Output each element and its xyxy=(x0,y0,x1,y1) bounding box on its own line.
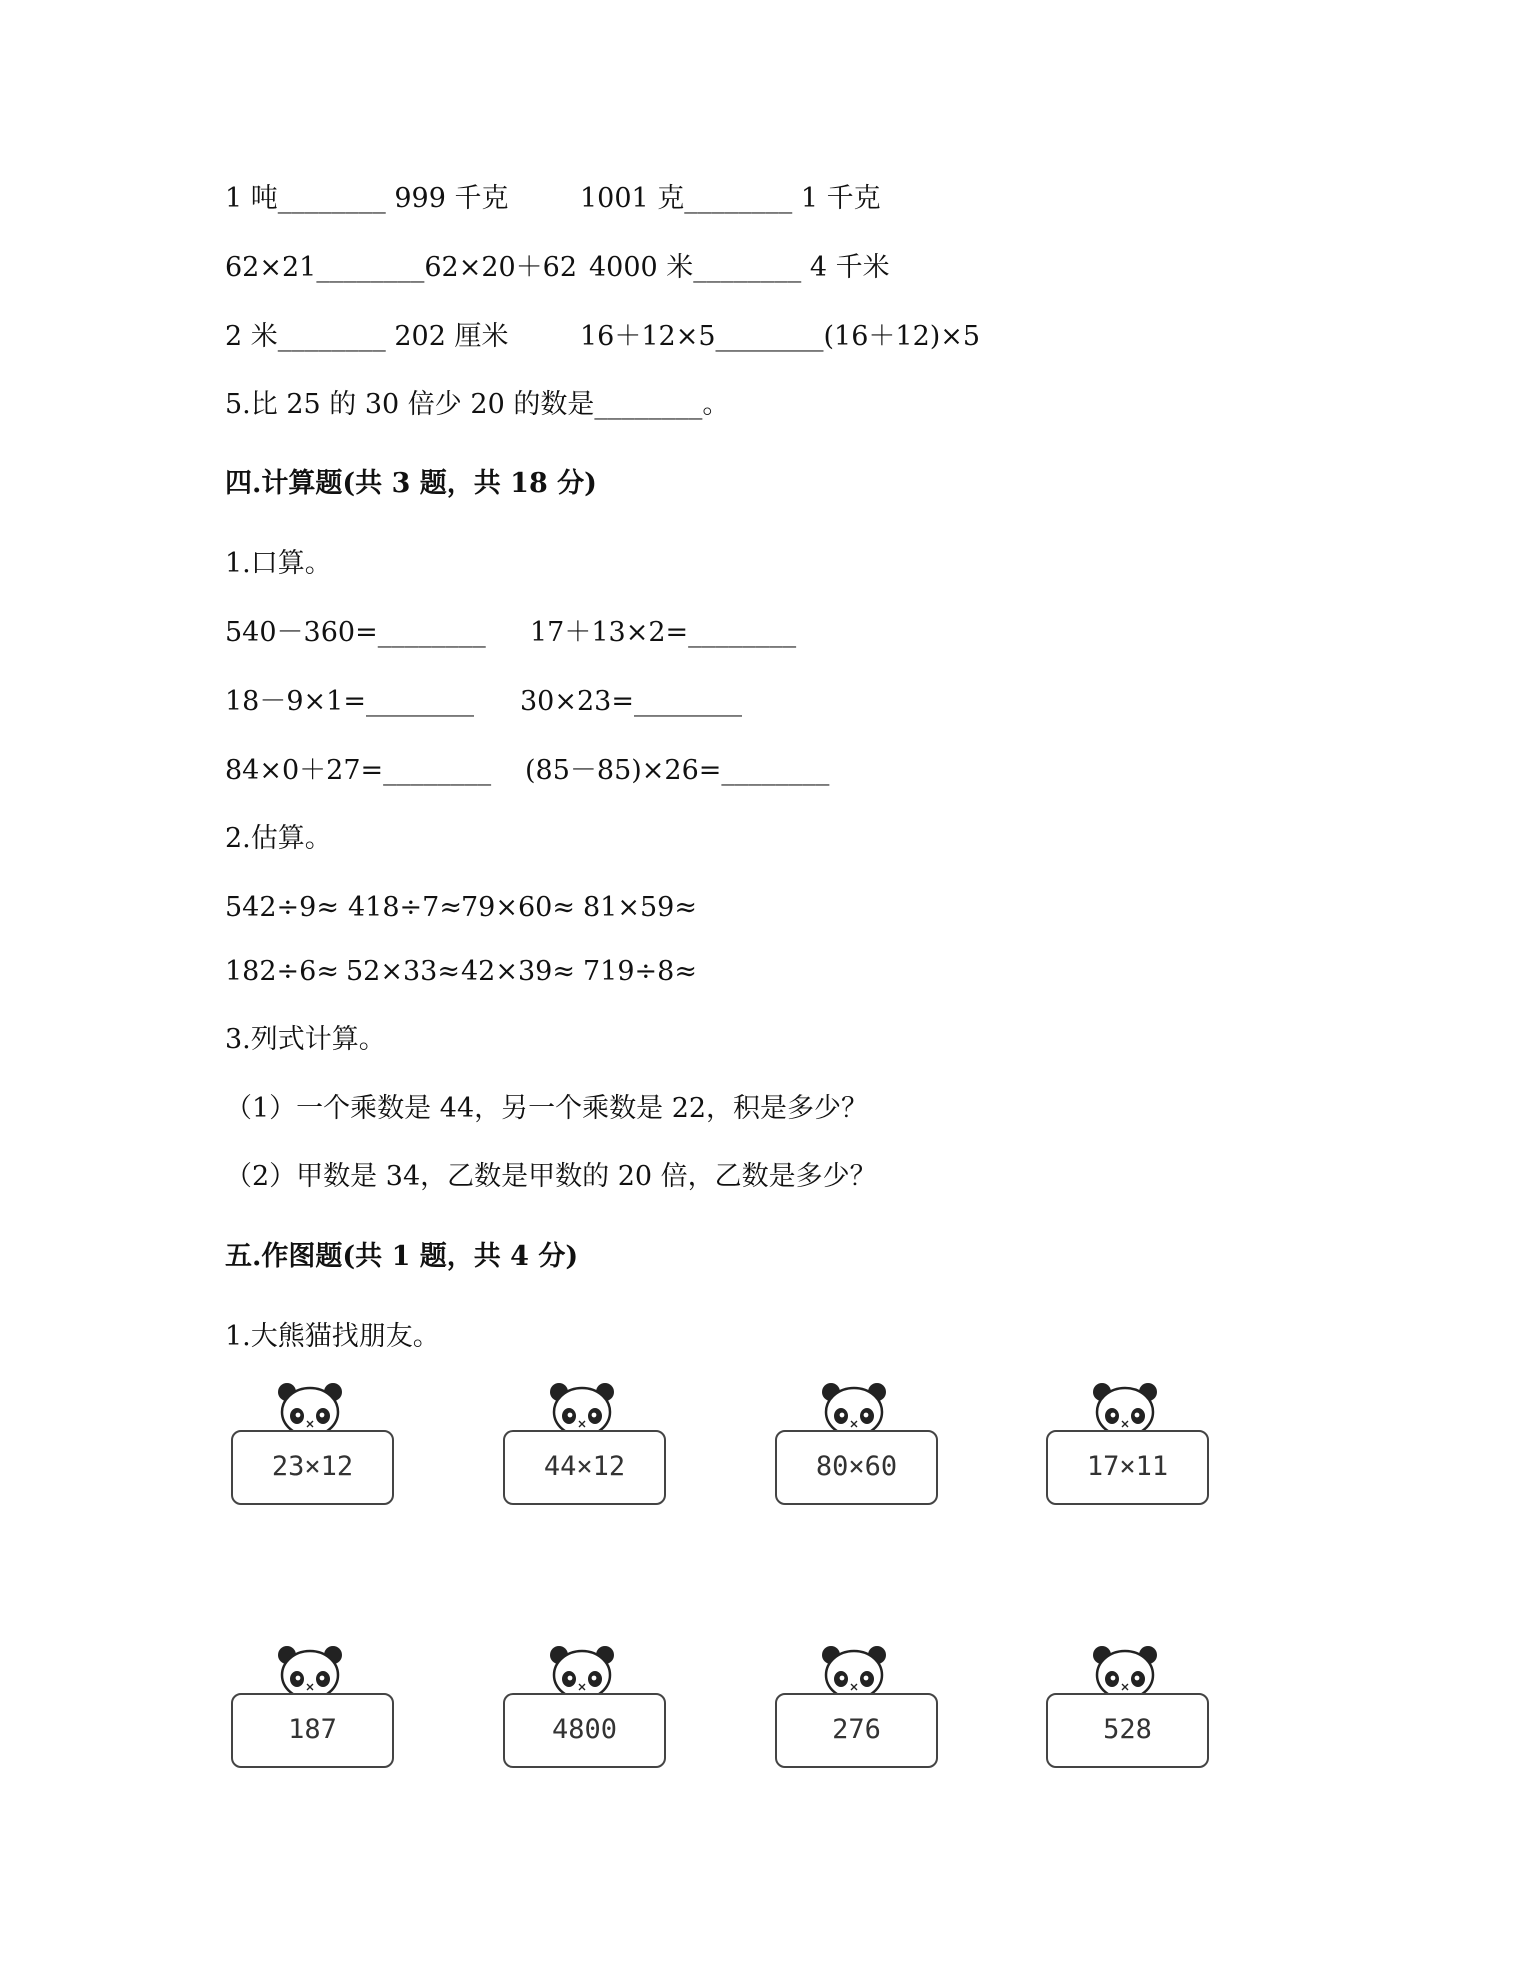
card-box xyxy=(775,1430,938,1505)
panda-card-bottom-3[interactable] xyxy=(775,1643,943,1773)
panda-card-top-3[interactable] xyxy=(775,1380,943,1510)
panda-card-top-4[interactable] xyxy=(1046,1380,1214,1510)
panda-card-top-1[interactable] xyxy=(231,1380,399,1510)
compare-item: 62×21________62×20＋62 xyxy=(225,252,578,283)
estimate-item: 52×33≈ xyxy=(346,956,460,987)
card-label: 17×11 xyxy=(1086,1451,1169,1482)
card-label: 276 xyxy=(832,1714,881,1745)
panda-card-bottom-2[interactable] xyxy=(503,1643,671,1773)
card-box xyxy=(1046,1430,1209,1505)
card-box xyxy=(231,1693,394,1768)
estimate-item: 418÷7≈ xyxy=(348,892,462,923)
compare-item: 1001 克________ 1 千克 xyxy=(580,183,881,214)
card-label: 44×12 xyxy=(543,1451,626,1482)
mental-math-item: (85－85)×26=________ xyxy=(525,755,830,786)
mental-math-item: 17＋13×2=________ xyxy=(530,617,797,648)
card-box xyxy=(1046,1693,1209,1768)
section-4-title: 四.计算题(共 3 题，共 18 分) xyxy=(225,468,597,499)
estimate-item: 81×59≈ xyxy=(583,892,697,923)
card-label: 4800 xyxy=(551,1714,618,1745)
estimate-item: 542÷9≈ xyxy=(225,892,339,923)
mental-math-item: 18－9×1=________ xyxy=(225,686,474,717)
section-5-title: 五.作图题(共 1 题，共 4 分) xyxy=(225,1241,579,1272)
estimate-item: 719÷8≈ xyxy=(583,956,697,987)
mental-math-item: 540－360=________ xyxy=(225,617,486,648)
panda-card-bottom-1[interactable] xyxy=(231,1643,399,1773)
compare-item: 2 米________ 202 厘米 xyxy=(225,321,509,352)
card-box xyxy=(503,1693,666,1768)
panda-card-bottom-4[interactable] xyxy=(1046,1643,1214,1773)
card-label: 80×60 xyxy=(815,1451,898,1482)
estimate-item: 182÷6≈ xyxy=(225,956,339,987)
mental-math-item: 84×0＋27=________ xyxy=(225,755,492,786)
word-problem-1: （1）一个乘数是 44，另一个乘数是 22，积是多少？ xyxy=(225,1093,869,1124)
compare-item: 16＋12×5________(16＋12)×5 xyxy=(580,321,981,352)
card-label: 23×12 xyxy=(271,1451,354,1482)
mental-math-item: 30×23=________ xyxy=(520,686,742,717)
card-box xyxy=(775,1693,938,1768)
card-box xyxy=(231,1430,394,1505)
card-label: 528 xyxy=(1103,1714,1152,1745)
compare-item: 4000 米________ 4 千米 xyxy=(589,252,890,283)
compare-item: 1 吨________ 999 千克 xyxy=(225,183,509,214)
section-4-q2-title: 2.估算。 xyxy=(225,823,332,854)
question-5: 5.比 25 的 30 倍少 20 的数是________。 xyxy=(225,389,730,420)
word-problem-2: （2）甲数是 34，乙数是甲数的 20 倍，乙数是多少？ xyxy=(225,1161,877,1192)
estimate-item: 42×39≈ xyxy=(461,956,575,987)
estimate-item: 79×60≈ xyxy=(461,892,575,923)
section-4-q1-title: 1.口算。 xyxy=(225,548,332,579)
section-5-q1-title: 1.大熊猫找朋友。 xyxy=(225,1321,440,1352)
section-4-q3-title: 3.列式计算。 xyxy=(225,1024,386,1055)
card-label: 187 xyxy=(288,1714,337,1745)
card-box xyxy=(503,1430,666,1505)
panda-card-top-2[interactable] xyxy=(503,1380,671,1510)
